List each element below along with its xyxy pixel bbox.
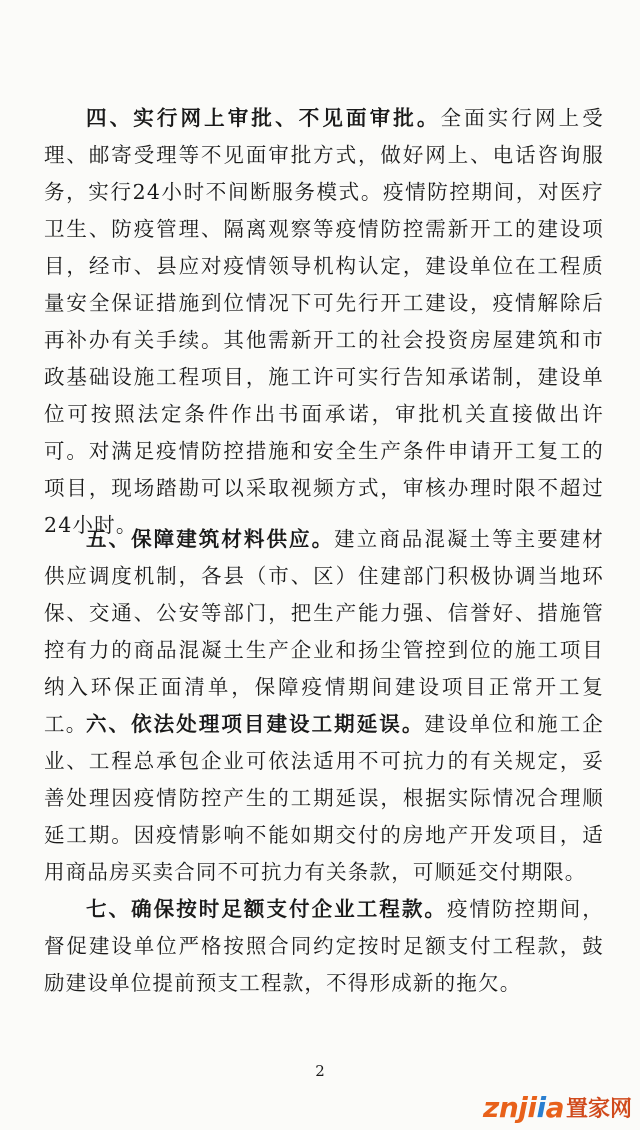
paragraph-5-body: 建立商品混凝土等主要建材供应调度机制，各县（市、区）住建部门积极协调当地环保、交通、公安等部门，把生产能力强、信誉好、措施管控有力的商品混凝土生产企业和扬尘管控到位的施工项目纳入环保正面清单，保障疫情期间建设项目正常开工复工。 (44, 527, 605, 736)
paragraph-7-body: 疫情防控期间，督促建设单位严格按照合同约定按时足额支付工程款，鼓励建设单位提前预支工程款，不得形成新的拖欠。 (44, 897, 604, 995)
watermark-latin-dot: i (536, 1091, 546, 1124)
watermark-logo (483, 1091, 632, 1124)
paragraph-6-body: 建设单位和施工企业、工程总承包企业可依法适用不可抗力的有关规定，妥善处理因疫情防控产生的工期延误，根据实际情况合理顺延工期。因疫情影响不能如期交付的房地产开发项目，适用商品房买卖合同不可抗力有关条款，可顺延交付期限。 (44, 712, 605, 884)
watermark-latin (483, 1091, 564, 1124)
paragraph-4-heading: 四、实行网上审批、不见面审批。 (86, 106, 441, 130)
watermark-latin-pre: znji (483, 1091, 537, 1124)
watermark-latin-post: a (545, 1091, 564, 1124)
paragraph-6 (44, 706, 604, 891)
paragraph-6-heading: 六、依法处理项目建设工期延误。 (86, 712, 425, 736)
paragraph-4-body: 全面实行网上受理、邮寄受理等不见面审批方式，做好网上、电话咨询服务，实行24小时不间断服务模式。疫情防控期间，对医疗卫生、防疫管理、隔离观察等疫情防控需新开工的建设项目，经市、县应对疫情领导机构认定，建设单位在工程质量安全保证措施到位情况下可先行开工建设，疫情解除后再补办有关手续。其他需新开工的社会投资房屋建筑和市政基础设施工程项目，施工许可实行告知承诺制，建设单位可按照法定条件作出书面承诺，审批机关直接做出许可。对满足疫情防控措施和安全生产条件申请开工复工的项目，现场踏勘可以采取视频方式，审核办理时限不超过24小时。 (44, 106, 604, 537)
paragraph-4 (44, 100, 604, 544)
watermark-chinese: 置家网 (565, 1097, 632, 1122)
page-number: 2 (315, 1062, 325, 1080)
paragraph-7-heading: 七、确保按时足额支付企业工程款。 (86, 897, 447, 921)
paragraph-7 (44, 891, 604, 1002)
paragraph-5-heading: 五、保障建筑材料供应。 (86, 527, 335, 551)
